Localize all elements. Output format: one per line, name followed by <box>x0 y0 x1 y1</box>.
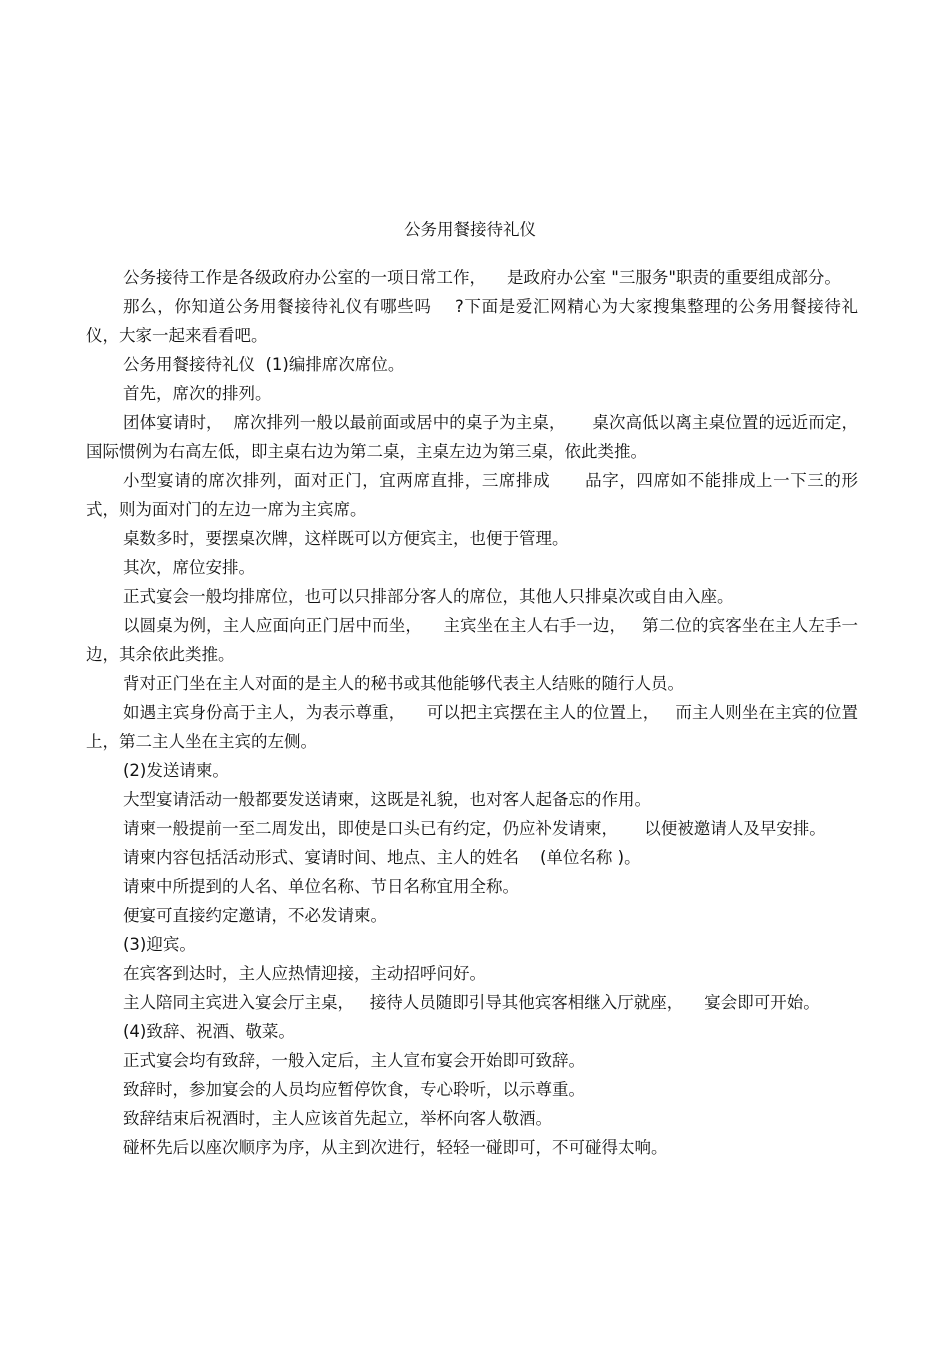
paragraph: 正式宴会均有致辞，一般入定后，主人宣布宴会开始即可致辞。 <box>123 1051 585 1070</box>
paragraph: (2)发送请柬。 <box>123 761 229 780</box>
paragraph: 如遇主宾身份高于主人，为表示尊重， 可以把主宾摆在主人的位置上， 而主人则坐在主宾的位置上，第二主人坐在主宾的左侧。 <box>86 703 858 751</box>
document-title: 公务用餐接待礼仪 <box>404 220 536 239</box>
paragraph: 大型宴请活动一般都要发送请柬，这既是礼貌，也对客人起备忘的作用。 <box>123 790 651 809</box>
paragraph: 那么，你知道公务用餐接待礼仪有哪些吗 ?下面是爱汇网精心为大家搜集整理的公务用餐接待礼仪，大家一起来看看吧。 <box>86 297 858 345</box>
paragraph: 公务接待工作是各级政府办公室的一项日常工作， 是政府办公室 "三服务"职责的重要组成部分。 <box>123 268 841 287</box>
paragraph: 以圆桌为例，主人应面向正门居中而坐， 主宾坐在主人右手一边， 第二位的宾客坐在主人左手一边，其余依此类推。 <box>86 616 858 664</box>
paragraph: 请柬一般提前一至二周发出，即使是口头已有约定，仍应补发请柬， 以便被邀请人及早安排。 <box>123 819 826 838</box>
paragraph: 致辞结束后祝酒时，主人应该首先起立，举杯向客人敬酒。 <box>123 1109 552 1128</box>
paragraph: 公务用餐接待礼仪 (1)编排席次席位。 <box>123 355 405 374</box>
paragraph: (4)致辞、祝酒、敬菜。 <box>123 1022 295 1041</box>
paragraph: 致辞时，参加宴会的人员均应暂停饮食，专心聆听，以示尊重。 <box>123 1080 585 1099</box>
paragraph: 小型宴请的席次排列，面对正门，宜两席直排，三席排成 品字，四席如不能排成上一下三的形式，则为面对门的左边一席为主宾席。 <box>86 471 858 519</box>
paragraph: 其次，席位安排。 <box>123 558 255 577</box>
paragraph: 便宴可直接约定邀请，不必发请柬。 <box>123 906 387 925</box>
paragraph: 团体宴请时， 席次排列一般以最前面或居中的桌子为主桌， 桌次高低以离主桌位置的远近而定，国际惯例为右高左低，即主桌右边为第二桌，主桌左边为第三桌，依此类推。 <box>86 413 858 461</box>
paragraph: 在宾客到达时，主人应热情迎接，主动招呼问好。 <box>123 964 486 983</box>
paragraph: 请柬内容包括活动形式、宴请时间、地点、主人的姓名 (单位名称 )。 <box>123 848 641 867</box>
paragraph: 正式宴会一般均排席位，也可以只排部分客人的席位，其他人只排桌次或自由入座。 <box>123 587 734 606</box>
paragraph: 主人陪同主宾进入宴会厅主桌， 接待人员随即引导其他宾客相继入厅就座， 宴会即可开始。 <box>123 993 820 1012</box>
paragraph: 碰杯先后以座次顺序为序，从主到次进行，轻轻一碰即可，不可碰得太响。 <box>123 1138 668 1157</box>
paragraph: 桌数多时，要摆桌次牌，这样既可以方便宾主，也便于管理。 <box>123 529 569 548</box>
paragraph: 背对正门坐在主人对面的是主人的秘书或其他能够代表主人结账的随行人员。 <box>123 674 684 693</box>
paragraph: 首先，席次的排列。 <box>123 384 272 403</box>
document-body <box>86 263 858 1162</box>
paragraph: (3)迎宾。 <box>123 935 196 954</box>
paragraph: 请柬中所提到的人名、单位名称、节日名称宜用全称。 <box>123 877 519 896</box>
